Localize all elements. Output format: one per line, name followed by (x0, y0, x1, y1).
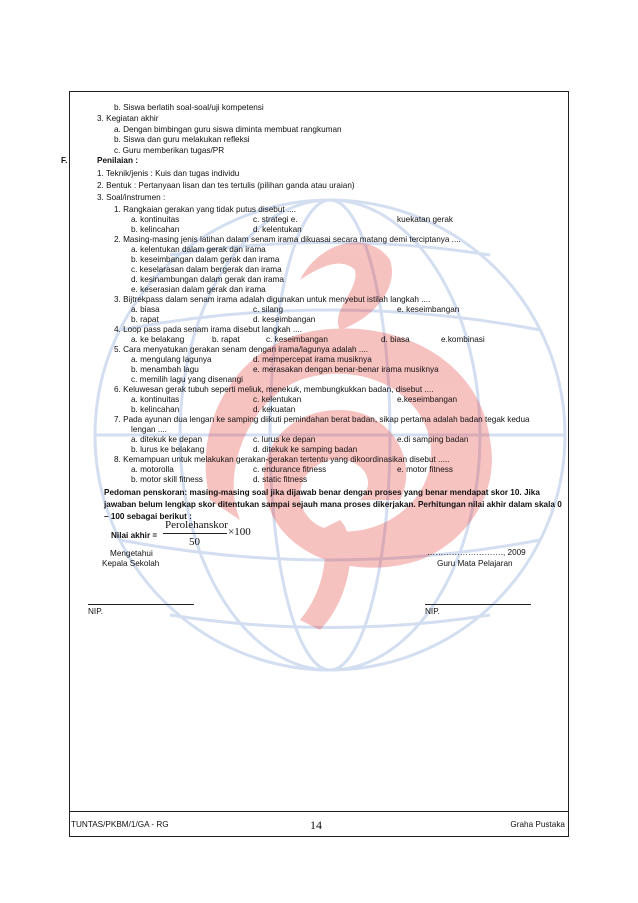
option: a. ke belakang (131, 335, 185, 344)
option: d. kekuatan (253, 405, 296, 414)
option: c. keselarasan dalam bergerak dan irama (131, 265, 282, 274)
option: b. lurus ke belakang (131, 445, 205, 454)
question-6: 6. Keluwesan gerak tubuh seperti meliuk, menekuk, membungkukkan badan, disebut .... (114, 385, 434, 394)
option: a. kontinuitas (131, 395, 180, 404)
date-line: ………………………., 2009 (427, 548, 526, 557)
item-2: 2. Bentuk : Pertanyaan lisan dan tes tertulis (pilihan ganda atau uraian) (97, 181, 355, 190)
activity-heading: 3. Kegiatan akhir (97, 114, 159, 123)
activity-a: a. Dengan bimbingan guru siswa diminta membuat rangkuman (114, 125, 342, 134)
option: d. ditekuk ke samping badan (253, 445, 358, 454)
question-8: 8. Kemampuan untuk melakukan gerakan-gerakan tertentu yang dikoordinasikan disebut ..... (114, 455, 450, 464)
section-title: Penilaian : (97, 156, 138, 165)
question-3: 3. Bijtrekpass dalam senam irama adalah digunakan untuk menyebut istilah langkah .... (114, 295, 431, 304)
option: c. kelentukan (253, 395, 302, 404)
option: d. biasa (381, 335, 410, 344)
footer-publisher: Graha Pustaka (510, 820, 565, 829)
signature-line-right (425, 604, 531, 605)
option: a. motorolla (131, 465, 174, 474)
activity-c: c. Guru memberikan tugas/PR (114, 146, 225, 155)
option: c. silang (253, 305, 284, 314)
option: b. kelincahan (131, 225, 180, 234)
nip-left: NIP. (88, 607, 103, 616)
option: b. rapat (212, 335, 240, 344)
option: a. kontinuitas (131, 215, 180, 224)
option: d. mempercepat irama musiknya (253, 355, 372, 364)
question-5: 5. Cara menyatukan gerakan senam dengan irama/lagunya adalah .... (114, 345, 368, 354)
formula-times: ×100 (228, 526, 251, 538)
option: d. keseimbangan (253, 315, 316, 324)
section-letter: F. (61, 156, 68, 165)
item-1: 1. Teknik/jenis : Kuis dan tugas individu (97, 169, 240, 178)
option: c. strategi e. (253, 215, 298, 224)
item-3: 3. Soal/instrumen : (97, 193, 166, 202)
option: b. rapat (131, 315, 159, 324)
question-7-cont: lengan .... (131, 425, 167, 434)
question-4: 4. Loop pass pada senam irama disebut langkah .... (114, 325, 302, 334)
option: a. mengulang lagunya (131, 355, 212, 364)
question-1: 1. Rangkaian gerakan yang tidak putus disebut .... (114, 205, 297, 214)
question-2: 2. Masing-masing jenis latihan dalam senam irama dikuasai secara matang demi terciptanya .... (114, 235, 461, 244)
question-7: 7. Pada ayunan dua lengan ke samping diikuti pemindahan berat badan, sikap pertama adalah badan tegak kedua (114, 415, 530, 424)
option: c. lurus ke depan (253, 435, 316, 444)
option: b. menambah lagu (131, 365, 199, 374)
option: c. keseimbangan (266, 335, 328, 344)
option: kuekatan gerak (397, 215, 453, 224)
option: a. ditekuk ke depan (131, 435, 203, 444)
footer-code: TUNTAS/PKBM/1/GA - RG (71, 820, 169, 829)
scoring-guide: Pedoman penskoran: masing-masing soal jika dijawab benar dengan proses yang benar mendapat skor 10. Jika jawaban belum lengkap skor ditentukan sampai sejauh mana proses dikerjakan. Perhitungan nilai akhir dalam skala 0 – 100 sebagai berikut : (104, 488, 562, 521)
nip-right: NIP. (425, 607, 440, 616)
option: e. keseimbangan (397, 305, 460, 314)
option: b. keseimbangan dalam gerak dan irama (131, 255, 280, 264)
option: d. kesinambungan dalam gerak dan irama (131, 275, 284, 284)
page-number: 14 (310, 818, 322, 832)
fraction-bar (163, 533, 227, 534)
option: c. memilih lagu yang disenangi (131, 375, 243, 384)
mengetahui: Mengetahui (110, 549, 153, 558)
guru-mata-pelajaran: Guru Mata Pelajaran (437, 559, 513, 568)
activity-b: b. Siswa berlatih soal-soal/uji kompetensi (114, 103, 264, 112)
option: c. endurance fitness (253, 465, 327, 474)
formula-denominator: 50 (189, 536, 200, 548)
option: e. merasakan dengan benar-benar irama musiknya (253, 365, 439, 374)
option: b. kelincahan (131, 405, 180, 414)
option: e.keseimbangan (397, 395, 458, 404)
option: e.kombinasi (441, 335, 485, 344)
formula-label: Nilai akhir = (111, 531, 158, 540)
activity-b2: b. Siswa dan guru melakukan refleksi (114, 135, 250, 144)
option: d. kelentukan (253, 225, 302, 234)
option: a. kelentukan dalam gerak dan irama (131, 245, 266, 254)
kepala-sekolah: Kepala Sekolah (102, 559, 160, 568)
formula-numerator: Perolehanskor (165, 519, 228, 531)
option: a. biasa (131, 305, 160, 314)
option: e.di samping badan (397, 435, 469, 444)
signature-line-left (88, 604, 194, 605)
footer (69, 811, 569, 837)
option: d. static fitness (253, 475, 308, 484)
option: b. motor skill fitness (131, 475, 203, 484)
option: e. keserasian dalam gerak dan irama (131, 285, 266, 294)
option: e. motor fitness (397, 465, 453, 474)
